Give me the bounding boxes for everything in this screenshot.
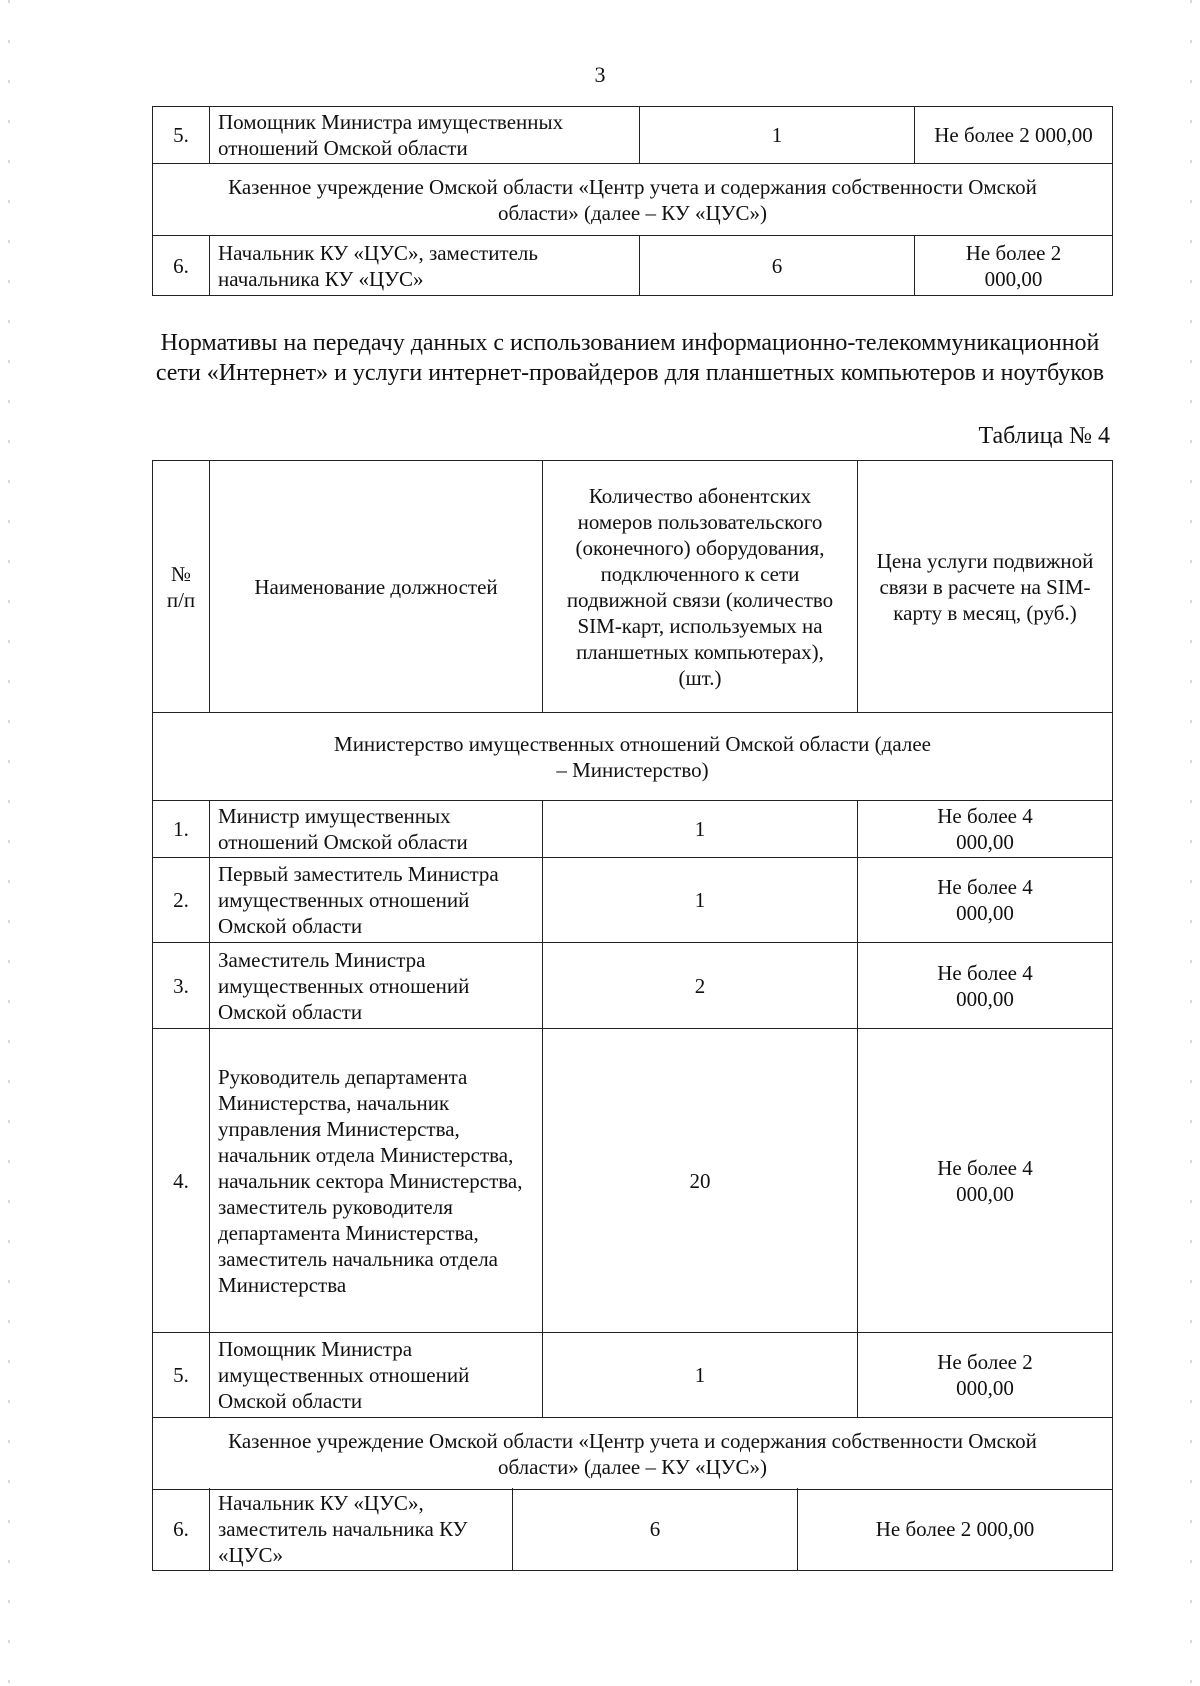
quantity: 20 <box>543 1029 858 1333</box>
row-number: 6. <box>153 1488 210 1570</box>
section-title: Министерство имущественных отношений Омской области (далее – Министерство) <box>153 713 1113 801</box>
price-limit: Не более 4 000,00 <box>858 1029 1113 1333</box>
position-name: Министр имущественных отношений Омской области <box>210 801 543 858</box>
table-row <box>153 1029 1113 1333</box>
price-limit: Не более 2 000,00 <box>858 1333 1113 1418</box>
table-row <box>153 1333 1113 1418</box>
quantity: 1 <box>640 107 915 164</box>
row-number: 3. <box>153 943 210 1029</box>
section-heading: Нормативы на передачу данных с использованием информационно-телекоммуникационной сети «Интернет» и услуги интернет-провайдеров для планшетных компьютеров и ноутбуков <box>155 330 1105 386</box>
quantity: 6 <box>513 1488 798 1570</box>
table-4 <box>152 460 1113 1490</box>
quantity: 1 <box>543 858 858 943</box>
price-limit: Не более 4 000,00 <box>858 943 1113 1029</box>
section-title: Казенное учреждение Омской области «Центр учета и содержания собственности Омской области» (далее – КУ «ЦУС») <box>153 1418 1113 1490</box>
page-number: 3 <box>594 62 606 87</box>
top-table <box>152 106 1113 296</box>
table-row <box>153 1488 1113 1570</box>
row-number: 2. <box>153 858 210 943</box>
section-row <box>153 1418 1113 1490</box>
section-row <box>153 713 1113 801</box>
header-quantity: Количество абонентских номеров пользовательского (оконечного) оборудования, подключенного к сети подвижной связи (количество SIM-карт, используемых на планшетных компьютерах), (шт.) <box>543 461 858 713</box>
table-row <box>153 943 1113 1029</box>
position-name: Начальник КУ «ЦУС», заместитель начальника КУ «ЦУС» <box>210 236 640 296</box>
row-number: 1. <box>153 801 210 858</box>
price-limit: Не более 2 000,00 <box>798 1488 1113 1570</box>
quantity: 6 <box>640 236 915 296</box>
scan-edge-right <box>1190 0 1192 1686</box>
row-number: 5. <box>153 107 210 164</box>
row-number: 6. <box>153 236 210 296</box>
quantity: 1 <box>543 801 858 858</box>
table-row <box>153 107 1113 164</box>
position-name: Начальник КУ «ЦУС», заместитель начальника КУ «ЦУС» <box>210 1488 513 1570</box>
position-name: Первый заместитель Министра имущественных отношений Омской области <box>210 858 543 943</box>
row-number: 5. <box>153 1333 210 1418</box>
table-row <box>153 801 1113 858</box>
table-row <box>153 236 1113 296</box>
position-name: Помощник Министра имущественных отношений Омской области <box>210 107 640 164</box>
table-label: Таблица № 4 <box>978 423 1110 449</box>
header-name: Наименование должностей <box>210 461 543 713</box>
section-title: Казенное учреждение Омской области «Центр учета и содержания собственности Омской области» (далее – КУ «ЦУС») <box>153 164 1113 236</box>
row-number: 4. <box>153 1029 210 1333</box>
header-row <box>153 461 1113 713</box>
header-price: Цена услуги подвижной связи в расчете на SIM-карту в месяц, (руб.) <box>858 461 1113 713</box>
position-name: Руководитель департамента Министерства, начальник управления Министерства, начальник отдела Министерства, начальник сектора Министерства, заместитель руководителя департамента Министерства, заместитель начальника отдела Министерства <box>210 1029 543 1333</box>
price-limit: Не более 4 000,00 <box>858 858 1113 943</box>
section-row <box>153 164 1113 236</box>
quantity: 2 <box>543 943 858 1029</box>
price-limit: Не более 2 000,00 <box>915 107 1113 164</box>
header-num: № п/п <box>153 461 210 713</box>
price-limit: Не более 2 000,00 <box>915 236 1113 296</box>
position-name: Помощник Министра имущественных отношений Омской области <box>210 1333 543 1418</box>
quantity: 1 <box>543 1333 858 1418</box>
price-limit: Не более 4 000,00 <box>858 801 1113 858</box>
position-name: Заместитель Министра имущественных отношений Омской области <box>210 943 543 1029</box>
table-4-last-row <box>152 1488 1113 1571</box>
table-row <box>153 858 1113 943</box>
scan-edge-left <box>8 0 10 1686</box>
